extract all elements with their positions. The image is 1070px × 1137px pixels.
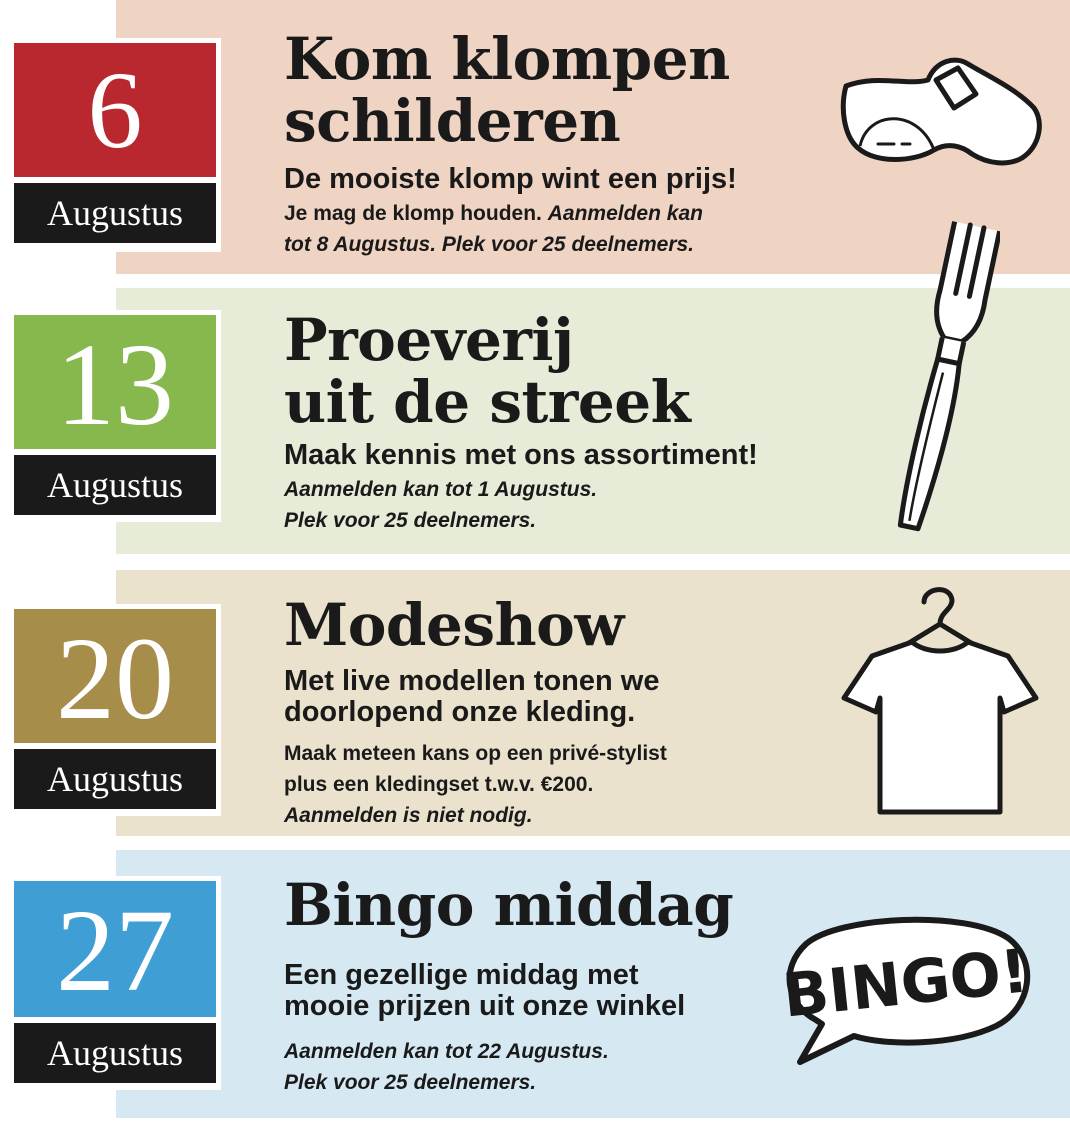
event-detail-text: Maak meteen kans op een privé-stylist	[284, 742, 667, 765]
date-badge	[9, 38, 221, 252]
fork-icon	[880, 212, 1000, 542]
event-title-line: Kom klompen	[284, 25, 730, 93]
date-day: 20	[14, 609, 216, 743]
date-month: Augustus	[14, 183, 216, 243]
event-detail-italic: Aanmelden kan	[547, 202, 703, 225]
date-day: 27	[14, 881, 216, 1017]
event-details	[284, 1036, 609, 1098]
event-detail-italic: Aanmelden kan tot 22 Augustus.	[284, 1040, 609, 1063]
event-title-line: Proeverij	[284, 306, 574, 374]
event-detail-italic: Aanmelden is niet nodig.	[284, 804, 533, 827]
event-detail-italic: tot 8 Augustus. Plek voor 25 deelnemers.	[284, 233, 695, 256]
event-title-line: uit de streek	[284, 368, 691, 436]
event-subtitle: Maak kennis met ons assortiment!	[284, 439, 758, 471]
event-subtitle	[284, 666, 659, 728]
date-day: 13	[14, 315, 216, 449]
event-details	[284, 474, 597, 536]
event-subtitle-line: mooie prijzen uit onze winkel	[284, 990, 686, 1022]
clog-icon	[838, 50, 1044, 170]
event-title-line: schilderen	[284, 87, 621, 155]
event-title: Bingo middag	[284, 871, 734, 939]
date-month: Augustus	[14, 1023, 216, 1083]
date-badge	[9, 604, 221, 816]
date-month: Augustus	[14, 749, 216, 809]
date-badge	[9, 310, 221, 522]
date-day: 6	[14, 43, 216, 177]
event-detail-text: plus een kledingset t.w.v. €200.	[284, 773, 594, 796]
event-detail-italic: Plek voor 25 deelnemers.	[284, 1071, 537, 1094]
bingo-speech-bubble-icon	[776, 912, 1034, 1070]
date-month: Augustus	[14, 455, 216, 515]
event-details	[284, 738, 667, 831]
tshirt-hanger-icon	[840, 580, 1040, 820]
event-detail-italic: Plek voor 25 deelnemers.	[284, 509, 537, 532]
event-title	[284, 25, 730, 155]
event-detail-italic: Aanmelden kan tot 1 Augustus.	[284, 478, 598, 501]
event-title: Modeshow	[284, 591, 624, 659]
event-subtitle-line: doorlopend onze kleding.	[284, 696, 636, 728]
event-subtitle: De mooiste klomp wint een prijs!	[284, 163, 737, 195]
bingo-label: BINGO!	[779, 936, 1032, 1032]
date-badge	[9, 876, 221, 1090]
event-subtitle	[284, 960, 685, 1022]
event-details	[284, 198, 703, 260]
event-subtitle-line: Met live modellen tonen we	[284, 665, 660, 697]
event-title	[284, 306, 691, 436]
event-detail-text: Je mag de klomp houden.	[284, 202, 542, 225]
event-subtitle-line: Een gezellige middag met	[284, 959, 639, 991]
